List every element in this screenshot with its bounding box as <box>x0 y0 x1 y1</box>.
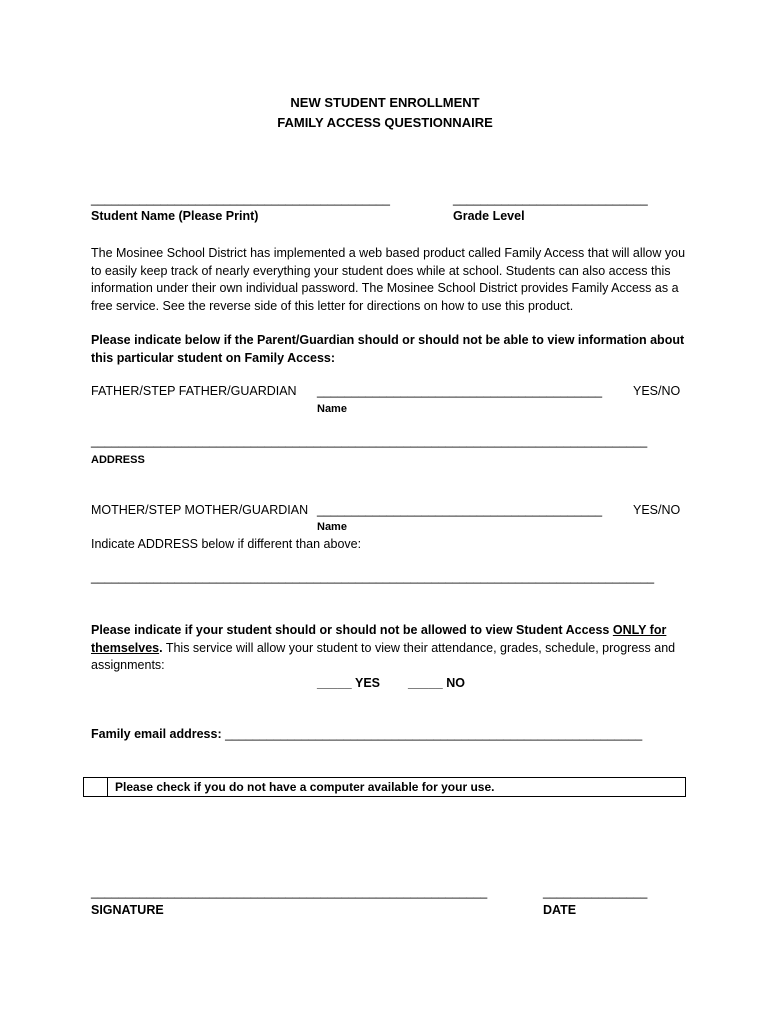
form-title: NEW STUDENT ENROLLMENT <box>290 95 480 110</box>
intro-paragraph: The Mosinee School District has implemented a web based product called Family Access that will allow you to easily keep track of nearly everything your student does while at school. Students can also access this information under their own individual password. The Mosinee School District provides Family Access as a free service. See the reverse side of this letter for directions on how to use this product. <box>91 246 686 313</box>
student-access-bold-text: Please indicate if your student should or should not be allowed to view Student Access <box>91 623 613 637</box>
email-row <box>91 727 642 741</box>
mother-name-caption: Name <box>317 521 347 533</box>
alt-address-label: Indicate ADDRESS below if different than above: <box>91 537 362 551</box>
form-subtitle: FAMILY ACCESS QUESTIONNAIRE <box>277 115 493 130</box>
signature-label: SIGNATURE <box>91 903 164 917</box>
date-field[interactable]: _______________ <box>543 885 648 899</box>
student-access-instruction <box>91 622 686 675</box>
only-for-themselves: ONLY for themselves <box>91 623 667 655</box>
mother-name-field[interactable]: _________________________________________ <box>317 503 603 517</box>
grade-level-label: Grade Level <box>453 209 525 223</box>
signature-field[interactable]: _________________________________________________________ <box>91 885 488 899</box>
mother-label: MOTHER/STEP MOTHER/GUARDIAN <box>91 503 309 517</box>
student-access-yes[interactable]: _____ YES <box>317 676 381 690</box>
student-access-no[interactable]: _____ NO <box>408 676 465 690</box>
date-label: DATE <box>543 903 577 917</box>
mother-yes-no[interactable]: YES/NO <box>633 503 681 517</box>
student-access-period: . <box>159 640 163 655</box>
father-yes-no[interactable]: YES/NO <box>633 384 681 398</box>
email-field[interactable]: ____________________________________________________________ <box>225 727 643 741</box>
parent-instruction: Please indicate below if the Parent/Guardian should or should not be able to view information about this particular student on Family Access: <box>91 333 685 365</box>
no-computer-row <box>83 777 686 797</box>
address-caption: ADDRESS <box>91 454 145 466</box>
student-access-rest: This service will allow your student to view their attendance, grades, schedule, progress and assignments: <box>91 640 676 672</box>
alt-address-field[interactable]: _________________________________________________________________________________ <box>91 570 655 584</box>
father-name-caption: Name <box>317 403 347 415</box>
grade-level-field[interactable]: ____________________________ <box>453 192 648 206</box>
student-name-field[interactable]: ___________________________________________ <box>91 192 390 206</box>
father-label: FATHER/STEP FATHER/GUARDIAN <box>91 384 297 398</box>
student-name-label: Student Name (Please Print) <box>91 209 259 223</box>
no-computer-label: Please check if you do not have a computer available for your use. <box>115 780 495 794</box>
email-label: Family email address: <box>91 727 226 741</box>
address-field[interactable]: ________________________________________________________________________________ <box>91 434 648 448</box>
no-computer-checkbox[interactable] <box>84 778 108 796</box>
father-name-field[interactable]: _________________________________________ <box>317 384 603 398</box>
